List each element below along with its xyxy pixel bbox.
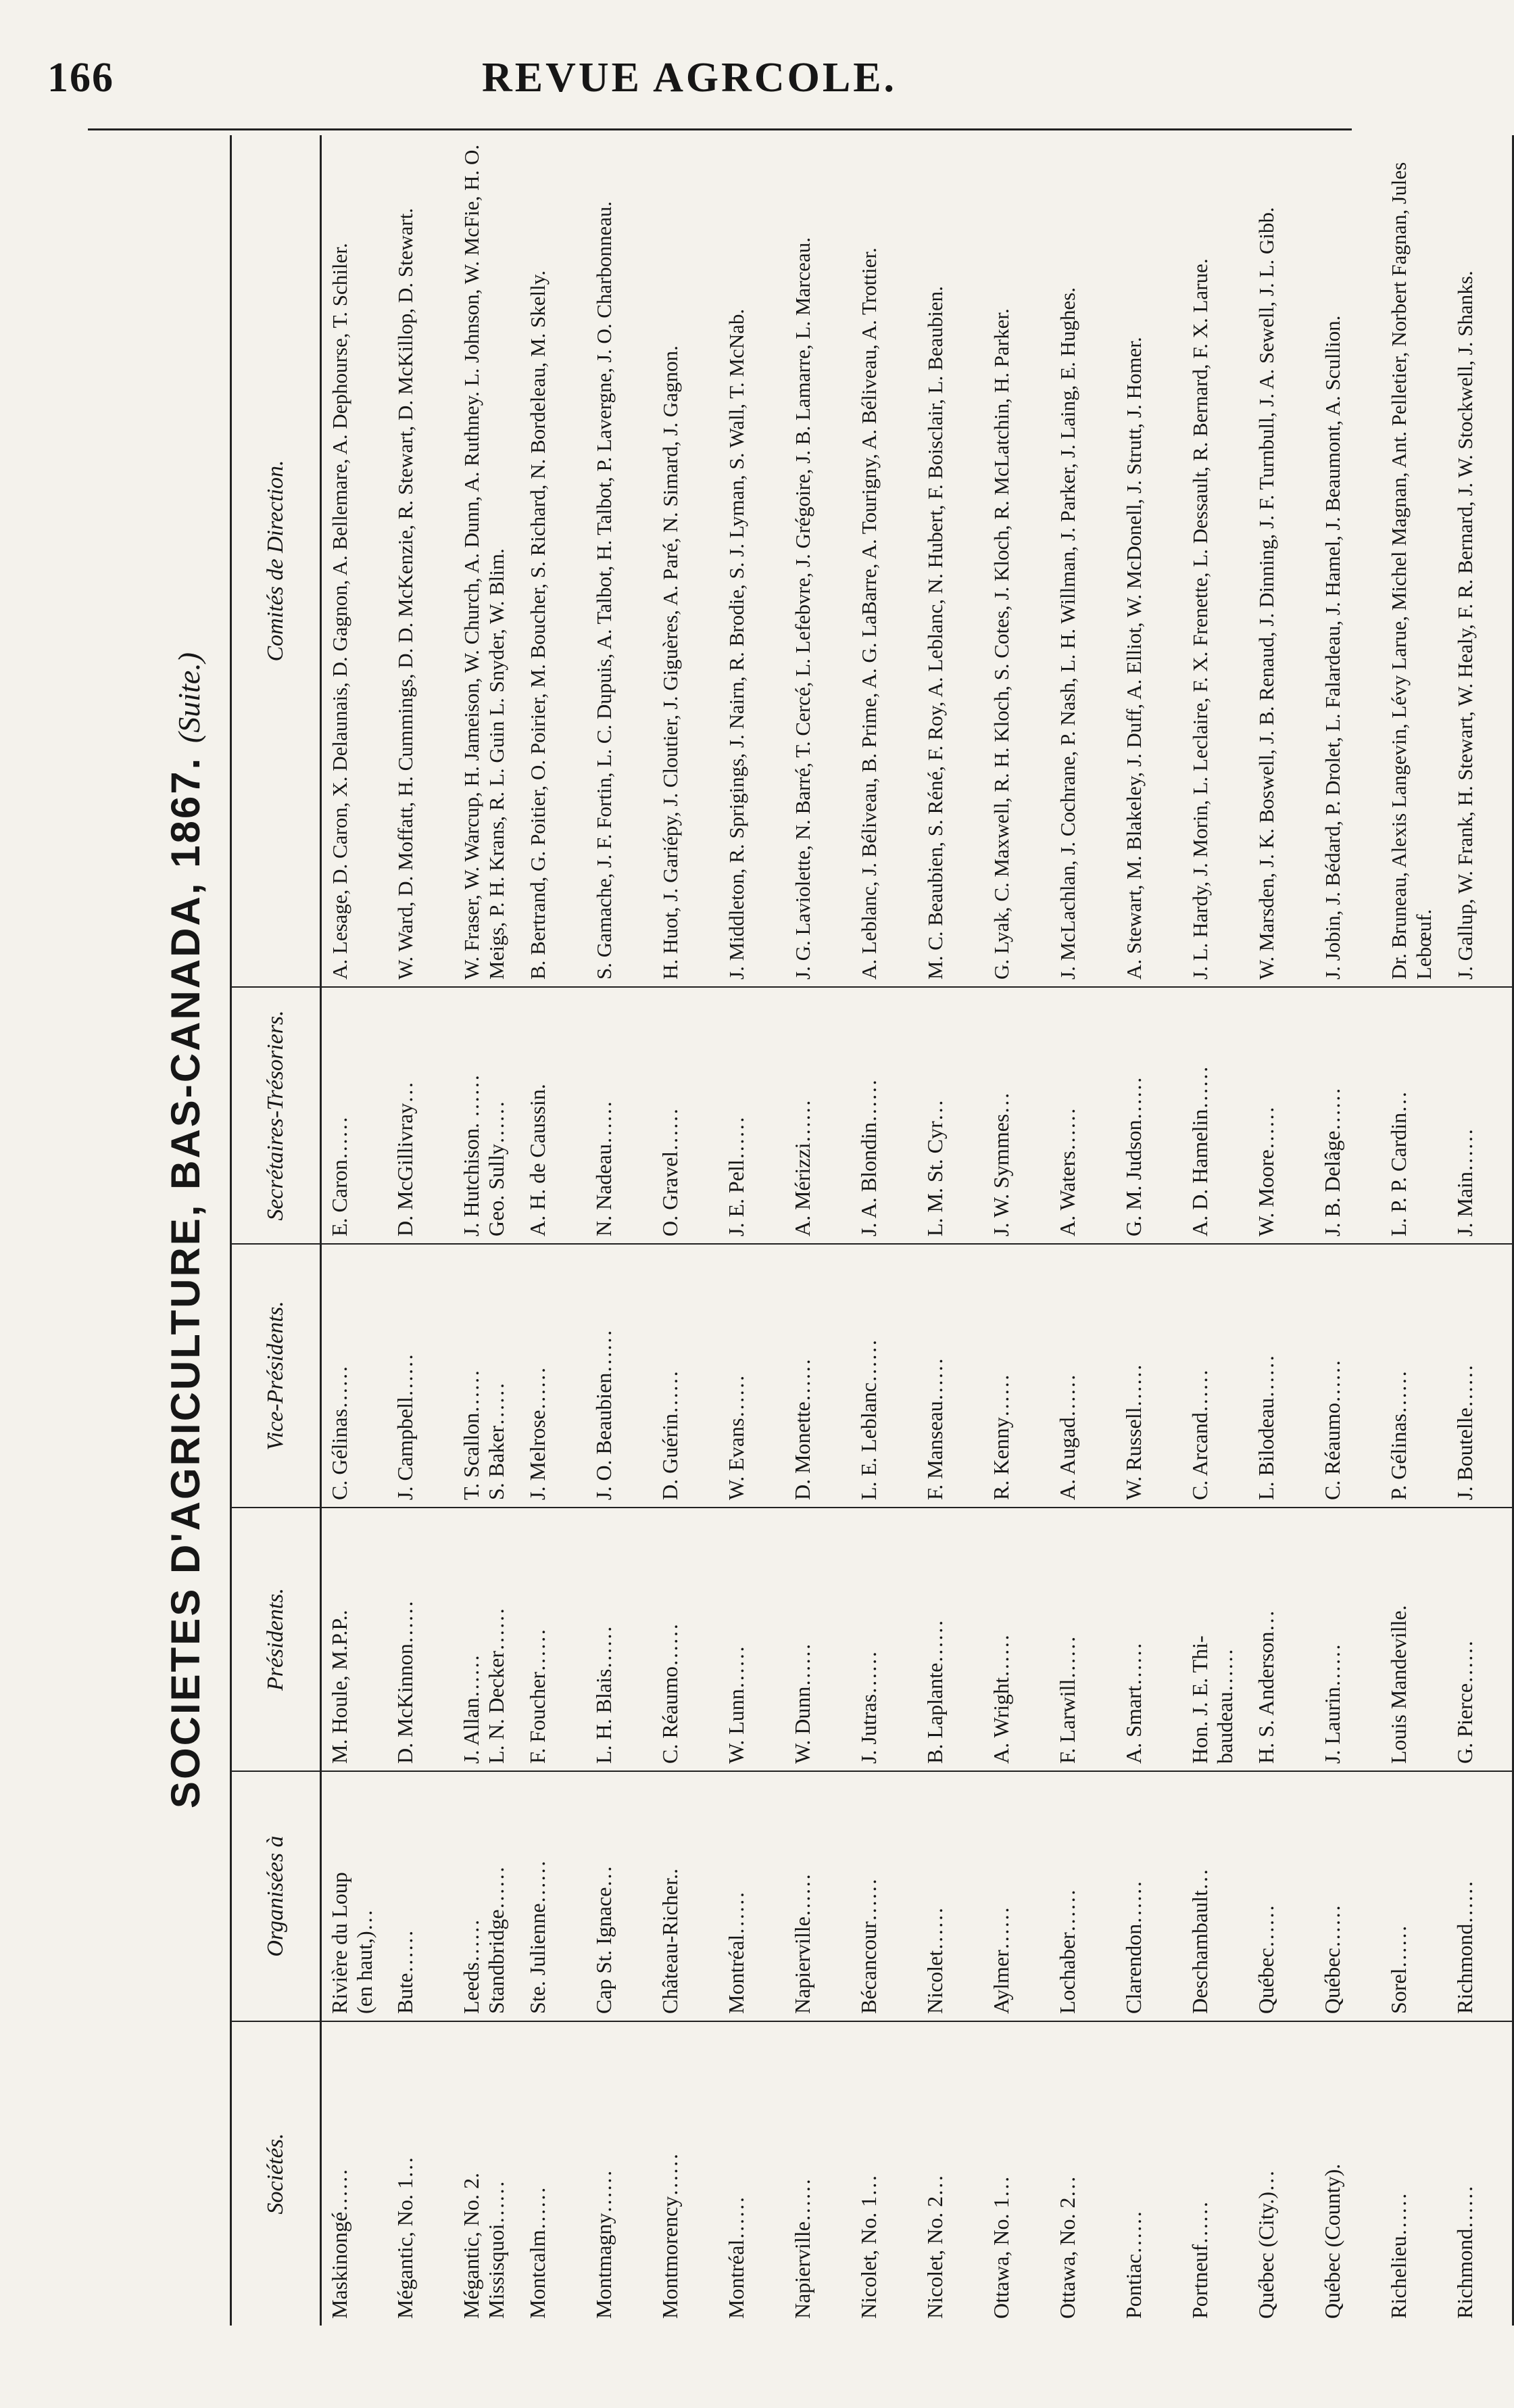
journal-title: REVUE AGRCOLE. [481,55,898,101]
organisee-cell-line: Clarendon…… [1121,1880,1146,2014]
secretaire-cell [520,987,586,1244]
president-cell-line: D. McKinnon…… [392,1600,417,1764]
table-row [983,135,1050,2326]
organisee-cell-line: Deschambault… [1187,1868,1212,2014]
organisee-cell-line: Québec…… [1253,1904,1278,2014]
organisee-cell-line: Napierville…… [789,1873,814,2014]
organisee-cell-line: Rivière du Loup [327,1872,351,2014]
societe-cell-line: Mégantic, No. 1… [392,2157,417,2319]
table-row [1381,135,1447,2326]
comite-text: W. Ward, D. Moffatt, H. Cummings, D. D. McKenzie, R. Stewart, D. McKillop, D. Stewart. [393,208,417,980]
organisee-cell [387,1771,454,2021]
vice-president-cell [1182,1244,1248,1508]
organisee-cell [785,1771,851,2021]
organisee-cell [1116,1771,1182,2021]
table-title-text: SOCIETES D'AGRICULTURE, BAS-CANADA, 1867. [163,756,208,1809]
societe-cell [1447,2021,1513,2326]
column-header-societes: Sociétés. [231,2021,321,2326]
societe-cell-line: Ottawa, No. 1… [988,2175,1013,2319]
table-row [321,135,387,2326]
societe-cell [718,2021,785,2326]
running-head [0,27,1429,108]
vice-president-cell-line: D. Guérin…… [657,1370,682,1500]
president-cell [1315,1508,1381,1771]
president-cell-line: J. Laurin…… [1319,1643,1344,1764]
vice-president-cell-line: R. Kenny…… [988,1374,1013,1500]
vice-president-cell-line: S. Baker…… [483,1382,508,1500]
vice-president-cell [586,1244,652,1508]
organisee-cell [1381,1771,1447,2021]
organisee-cell-line: Leeds…… [458,1919,483,2014]
table-row [1447,135,1513,2326]
president-cell [586,1508,652,1771]
societe-cell [321,2021,387,2326]
vice-president-cell-line: J. Melrose…… [524,1366,550,1500]
comite-cell [1381,135,1447,987]
comite-text: M. C. Beaubien, S. Réné, F. Roy, A. Leblanc, N. Hubert, F. Boisclair, L. Beaubien. [923,286,947,980]
comite-cell [1315,135,1381,987]
president-cell [785,1508,851,1771]
secretaire-cell [321,987,387,1244]
comite-cell [917,135,983,987]
organisee-cell-line: Sorel…… [1386,1925,1411,2014]
organisee-cell [1248,1771,1315,2021]
president-cell-line: baudeau…… [1212,1648,1237,1764]
table-row [652,135,718,2326]
comite-text: W. Fraser, W. Warcup, H. Jameison, W. Church, A. Dunn, A. Ruthney. L. Johnson, W. McFie, H. O. Meigs, P. H. Krans, R. L. Guin L. Snyder, W. Blim. [459,144,508,980]
vice-president-cell [321,1244,387,1508]
organisee-cell-line: Montréal…… [723,1891,748,2014]
president-cell-line: M. Houle, M.P.P.. [327,1610,351,1764]
president-cell [1248,1508,1315,1771]
column-header-vice-presidents: Vice-Présidents. [231,1244,321,1508]
secretaire-cell [983,987,1050,1244]
organisee-cell [718,1771,785,2021]
societe-cell-line: Québec (City.)… [1253,2169,1278,2319]
column-header-secretaires: Secrétaires-Trésoriers. [231,987,321,1244]
comite-cell [785,135,851,987]
president-cell-line: J. Allan…… [458,1654,483,1764]
vice-president-cell [652,1244,718,1508]
president-cell-line: W. Lunn…… [723,1645,748,1764]
vice-president-cell-line: L. E. Leblanc…… [856,1339,881,1500]
vice-president-cell [718,1244,785,1508]
societe-cell-line: Mégantic, No. 2. [458,2173,483,2319]
comite-text: G. Lyak, C. Maxwell, R. H. Kloch, S. Cotes, J. Kloch, R. McLatchin, H. Parker. [989,308,1013,980]
president-cell-line: B. Laplante…… [922,1619,947,1764]
president-cell [1050,1508,1116,1771]
comite-cell [1182,135,1248,987]
organisee-cell [1050,1771,1116,2021]
comite-cell [454,135,520,987]
president-cell [1182,1508,1248,1771]
organisee-cell-line: Aylmer…… [988,1906,1013,2014]
president-cell [1116,1508,1182,1771]
organisee-cell-line: Standbridge…… [483,1866,508,2014]
organisee-cell [1182,1771,1248,2021]
organisee-cell-line: (en haut,)… [352,1909,376,2014]
organisee-cell [1315,1771,1381,2021]
secretaire-cell-line: J. A. Blondin…… [856,1079,881,1236]
secretaire-cell [652,987,718,1244]
organisee-cell-line: Bute…… [392,1929,417,2014]
vice-president-cell [785,1244,851,1508]
table-row [454,135,520,2326]
vice-president-cell-line: T. Scallon…… [458,1369,483,1500]
societe-cell-line: Montmagny…… [591,2169,616,2319]
president-cell [917,1508,983,1771]
organisee-cell [454,1771,520,2021]
table-row [1116,135,1182,2326]
comite-text: A. Leblanc, J. Béliveau, B. Prime, A. G. LaBarre, A. Tourigny, A. Béliveau, A. Trottier. [856,247,881,980]
societe-cell [1381,2021,1447,2326]
vice-president-cell [1315,1244,1381,1508]
comite-text: J. L. Hardy, J. Morin, L. Leclaire, F. X. Frenette, L. Dessault, R. Bernard, F. X. Larue. [1188,258,1212,980]
president-cell-line: W. Dunn…… [789,1643,814,1764]
societe-cell-line: Montcalm…… [524,2186,550,2319]
secretaire-cell-line: N. Nadeau…… [591,1101,616,1236]
president-cell-line: H. S. Anderson… [1253,1610,1278,1764]
comite-cell [586,135,652,987]
secretaire-cell [1116,987,1182,1244]
comite-text: J. Gallup, W. Frank, H. Stewart, W. Healy, F. R. Bernard, J. W. Stockwell, J. Shanks. [1452,270,1477,980]
secretaire-cell [1381,987,1447,1244]
secretaire-cell-line: Geo. Sully…… [483,1101,508,1236]
president-cell-line: G. Pierce…… [1452,1639,1477,1764]
vice-president-cell-line: C. Arcand…… [1187,1369,1212,1500]
vice-president-cell [851,1244,917,1508]
organisee-cell-line: Nicolet…… [922,1906,947,2014]
organisee-cell-line: Bécancour…… [856,1878,881,2014]
societe-cell-line: Maskinongé…… [327,2168,351,2319]
vice-president-cell-line: F. Manseau…… [922,1357,947,1500]
vice-president-cell [520,1244,586,1508]
comite-cell [1447,135,1513,987]
secretaire-cell-line: A. D. Hamelin…… [1187,1065,1212,1236]
vice-president-cell-line: P. Gélinas…… [1386,1370,1411,1500]
comite-text: W. Marsden, J. K. Boswell, J. B. Renaud, J. Dinning, J. F. Turnbull, J. A. Sewell, J. L. Gibb. [1254,207,1278,980]
table-row [785,135,851,2326]
secretaire-cell-line: L. M. St. Cyr… [922,1099,947,1236]
comite-cell [718,135,785,987]
president-cell-line: F. Foucher…… [524,1628,550,1764]
page-number: 166 [47,55,114,101]
societe-cell-line: Portneuf…… [1187,2200,1212,2319]
comite-text: J. G. Laviolette, N. Barré, T. Cercé, L. Lefebvre, J. Grégoire, J. B. Lamarre, L. Marceau. [790,237,814,980]
secretaire-cell-line: J. B. Delâge…… [1319,1087,1344,1236]
vice-president-cell [983,1244,1050,1508]
secretaire-cell [785,987,851,1244]
secretaire-cell [851,987,917,1244]
comite-text: B. Bertrand, G. Poitier, O. Poirier, M. Boucher, S. Richard, N. Bordeleau, M. Skelly. [525,270,550,980]
vice-president-cell-line: J. Boutelle…… [1452,1364,1477,1500]
organisee-cell [851,1771,917,2021]
vice-president-cell-line: J. O. Beaubien…… [591,1329,616,1500]
comite-cell [520,135,586,987]
societe-cell [983,2021,1050,2326]
secretaire-cell [917,987,983,1244]
table-row [1248,135,1315,2326]
societe-cell [1248,2021,1315,2326]
secretaire-cell [718,987,785,1244]
vice-president-cell-line: J. Campbell…… [392,1353,417,1500]
secretaire-cell [586,987,652,1244]
rotated-table-container [142,135,1477,2326]
vice-president-cell-line: W. Evans…… [723,1374,748,1500]
secretaire-cell-line: A. H. de Caussin. [524,1084,550,1236]
president-cell-line: Hon. J. E. Thi- [1187,1635,1212,1764]
comite-text: J. Middleton, R. Sprigings, J. Nairn, R. Brodie, S. J. Lyman, S. Wall, T. McNab. [724,308,748,980]
vice-president-cell-line: D. Monette…… [789,1358,814,1500]
societe-cell-line: Montmorency…… [657,2152,682,2319]
vice-president-cell-line: W. Russell…… [1121,1364,1146,1500]
table-body [321,135,1513,2326]
societe-cell [454,2021,520,2326]
societe-cell [387,2021,454,2326]
societe-cell [520,2021,586,2326]
organisee-cell [321,1771,387,2021]
secretaire-cell-line: D. McGillivray… [392,1081,417,1236]
organisee-cell [520,1771,586,2021]
societe-cell-line: Québec (County). [1319,2163,1344,2319]
vice-president-cell-line: C. Réaumo…… [1319,1359,1344,1500]
vice-president-cell [1050,1244,1116,1508]
president-cell [1447,1508,1513,1771]
president-cell [718,1508,785,1771]
comite-cell [321,135,387,987]
comite-text: Dr. Bruneau, Alexis Langevin, Lévy Larue, Michel Magnan, Ant. Pelletier, Norbert Fagnan, Jules Lebœuf. [1386,162,1436,980]
column-header-presidents: Présidents. [231,1508,321,1771]
societe-cell [785,2021,851,2326]
organisee-cell-line: Ste. Julienne…… [524,1860,550,2014]
societe-cell [1050,2021,1116,2326]
organisee-cell [917,1771,983,2021]
vice-president-cell [387,1244,454,1508]
vice-president-cell [917,1244,983,1508]
secretaire-cell-line: J. Hutchison. …… [458,1074,483,1236]
societies-table [230,135,1514,2326]
vice-president-cell [1447,1244,1513,1508]
societe-cell [586,2021,652,2326]
table-row [387,135,454,2326]
president-cell-line: J. Jutras…… [856,1650,881,1764]
societe-cell [917,2021,983,2326]
president-cell-line: C. Réaumo…… [657,1623,682,1764]
comite-cell [1050,135,1116,987]
secretaire-cell-line: W. Moore…… [1253,1106,1278,1236]
president-cell-line: A. Wright…… [988,1634,1013,1764]
comite-cell [387,135,454,987]
comite-text: H. Huot, J. Gariépy, J. Cloutier, J. Giguères, A. Paré, N. Simard, J. Gagnon. [658,345,682,980]
organisee-cell-line: Richmond…… [1452,1880,1477,2014]
secretaire-cell [1315,987,1381,1244]
comite-text: A. Stewart, M. Blakeley, J. Duff, A. Elliot, W. McDonell, J. Strutt, J. Homer. [1121,337,1146,980]
societe-cell-line: Missisquoi…… [483,2180,508,2319]
comite-cell [1248,135,1315,987]
table-title-suffix: (Suite.) [172,652,206,744]
societe-cell [1182,2021,1248,2326]
societe-cell-line: Napierville…… [789,2178,814,2319]
societe-cell-line: Pontiac…… [1121,2211,1146,2319]
organisee-cell-line: Québec…… [1319,1904,1344,2014]
secretaire-cell-line: J. W. Symmes… [988,1092,1013,1236]
table-row [718,135,785,2326]
vice-president-cell [1381,1244,1447,1508]
president-cell [983,1508,1050,1771]
organisee-cell-line: Château-Richer.. [657,1868,682,2014]
table-row [1050,135,1116,2326]
societe-cell [652,2021,718,2326]
president-cell [1381,1508,1447,1771]
organisee-cell [652,1771,718,2021]
vice-president-cell-line: C. Gélinas…… [327,1365,351,1500]
comite-cell [1116,135,1182,987]
table-row [1182,135,1248,2326]
table-row [586,135,652,2326]
societe-cell [1315,2021,1381,2326]
president-cell-line: F. Larwill…… [1054,1635,1079,1764]
vice-president-cell [454,1244,520,1508]
president-cell-line: L. N. Decker…… [483,1607,508,1764]
secretaire-cell [1447,987,1513,1244]
president-cell [652,1508,718,1771]
column-header-comites: Comités de Direction. [231,135,321,987]
vice-president-cell-line: A. Augad…… [1054,1374,1079,1500]
secretaire-cell-line: O. Gravel…… [657,1107,682,1236]
comite-cell [851,135,917,987]
president-cell [851,1508,917,1771]
societe-cell-line: Montréal…… [723,2196,748,2319]
societe-cell-line: Nicolet, No. 2… [922,2174,947,2319]
societe-cell-line: Richelieu…… [1386,2192,1411,2319]
comite-text: J. McLachlan, J. Cochrane, P. Nash, L. H. Willman, J. Parker, J. Laing, E. Hughes. [1055,287,1079,980]
secretaire-cell [454,987,520,1244]
column-header-organisees: Organisées à [231,1771,321,2021]
secretaire-cell [387,987,454,1244]
organisee-cell-line: Lochaber…… [1054,1889,1079,2014]
organisee-cell [1447,1771,1513,2021]
table-row [851,135,917,2326]
societe-cell-line: Richmond…… [1452,2185,1477,2319]
societe-cell [1116,2021,1182,2326]
table-row [917,135,983,2326]
societe-cell [851,2021,917,2326]
table-row [520,135,586,2326]
president-cell [387,1508,454,1771]
comite-text: A. Lesage, D. Caron, X. Delaunais, D. Gagnon, A. Bellemare, A. Dephourse, T. Schiler. [328,243,351,980]
table-title [142,135,230,2326]
secretaire-cell-line: G. M. Judson…… [1121,1076,1146,1236]
president-cell-line: Louis Mandeville. [1386,1605,1411,1764]
vice-president-cell [1248,1244,1315,1508]
secretaire-cell [1050,987,1116,1244]
societe-cell-line: Nicolet, No. 1… [856,2174,881,2319]
secretaire-cell-line: J. E. Pell…… [723,1116,748,1236]
secretaire-cell [1248,987,1315,1244]
president-cell-line: L. H. Blais…… [591,1625,616,1764]
organisee-cell [983,1771,1050,2021]
comite-cell [652,135,718,987]
secretaire-cell-line: J. Main…… [1452,1128,1477,1236]
secretaire-cell-line: A. Waters…… [1054,1107,1079,1236]
president-cell-line: A. Smart…… [1121,1642,1146,1764]
header-rule [88,128,1352,130]
president-cell [321,1508,387,1771]
vice-president-cell-line: L. Bilodeau…… [1253,1354,1278,1500]
comite-text: J. Jobin, J. Bédard, P. Drolet, L. Falardeau, J. Hamel, J. Beaumont, A. Scullion. [1320,315,1344,980]
comite-cell [983,135,1050,987]
secretaire-cell-line: L. P. P. Cardin… [1386,1090,1411,1236]
societe-cell-line: Ottawa, No. 2… [1054,2175,1079,2319]
secretaire-cell-line: A. Mérizzi…… [789,1099,814,1236]
secretaire-cell [1182,987,1248,1244]
table-header-row [231,135,321,2326]
table-row [1315,135,1381,2326]
comite-text: S. Gamache, J. F. Fortin, L. C. Dupuis, A. Talbot, H. Talbot, P. Lavergne, J. O. Charbonneau. [591,201,616,980]
vice-president-cell [1116,1244,1182,1508]
president-cell [520,1508,586,1771]
organisee-cell [586,1771,652,2021]
president-cell [454,1508,520,1771]
organisee-cell-line: Cap St. Ignace… [591,1865,616,2014]
secretaire-cell-line: E. Caron…… [327,1116,351,1236]
